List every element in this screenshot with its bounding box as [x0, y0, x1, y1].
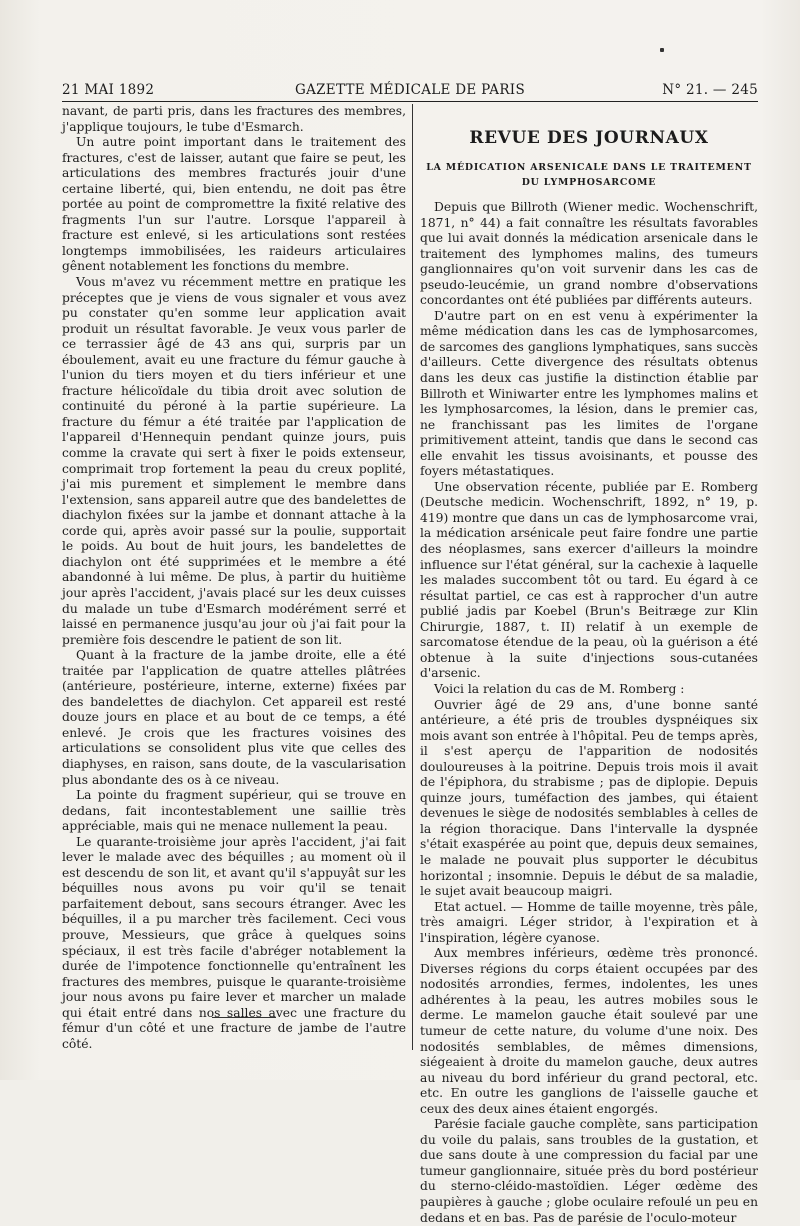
right-paragraph: Etat actuel. — Homme de taille moyenne, très pâle, très amaigri. Léger stridor, à l'expiration et à l'inspiration, légère cyanose.	[420, 899, 758, 945]
right-paragraph: Aux membres inférieurs, œdème très prononcé. Diverses régions du corps étaient occupées par des nodosités arrondies, fermes, indolentes, les unes adhérentes à la peau, les autres mobiles sous le derme. Le mamelon gauche était soulevé par une tumeur de cette nature, du volume d'une noix. Des nodosités semblables, de mêmes dimensions, siégeaient à droite du mamelon gauche, deux autres au niveau du bord inférieur du grand pectoral, etc. etc. En outre les ganglions de l'aisselle gauche et ceux des deux aines étaient engorgés.	[420, 946, 758, 1116]
right-column	[420, 200, 758, 1226]
right-paragraph: Depuis que Billroth (Wiener medic. Wochenschrift, 1871, n° 44) a fait connaître les résultats favorables que lui avait donnés la médication arsenicale dans le traitement des lymphomes malins, des tumeurs ganglionnaires qu'on voit survenir dans les cas de pseudo-leucémie, un grand nombre d'observations concordantes ont été publiées par différents auteurs.	[420, 200, 758, 308]
section-title: REVUE DES JOURNAUX	[469, 128, 709, 148]
left-paragraph: Vous m'avez vu récemment mettre en pratique les préceptes que je viens de vous signaler et vous avez pu constater qu'en somme leur application avait produit un résultat favorable. Je veux vous parler de ce terrassier âgé de 43 ans qui, surpris par un éboulement, avait eu une fracture du fémur gauche à l'union du tiers moyen et du tiers inférieur et une fracture hélicoïdale du tibia droit avec solution de continuité du péroné à la partie supérieure. La fracture du fémur a été traitée par l'application de l'appareil d'Hennequin pendant quinze jours, puis comme la cravate qui sert à fixer le poids extenseur, comprimait trop fortement la peau du creux poplité, j'ai mis purement et simplement le membre dans l'extension, sans appareil autre que des bandelettes de diachylon fixées sur la jambe et donnant attache à la corde qui, après avoir passé sur la poulie, supportait le poids. Au bout de huit jours, les bandelettes de diachylon ont été supprimées et le membre a été abandonné à lui même. De plus, à partir du huitième jour après l'accident, j'avais placé sur les deux cuisses du malade un tube d'Esmarch modérément serré et laissé en permanence jusqu'au jour où j'ai fait pour la première fois descendre le patient de son lit.	[62, 275, 406, 647]
left-paragraph: Quant à la fracture de la jambe droite, elle a été traitée par l'application de quatre attelles plâtrées (antérieure, postérieure, interne, externe) fixées par des bandelettes de diachylon. Cet appareil est resté douze jours en place et au bout de ce temps, a été enlevé. Je crois que les fractures voisines des articulations se consolident plus vite que celles des diaphyses, en raison, sans doute, de la vascularisation plus abondante des os à ce niveau.	[62, 648, 406, 787]
left-paragraph: La pointe du fragment supérieur, qui se trouve en dedans, fait incontestablement une saillie très appréciable, mais qui ne menace nullement la peau.	[62, 788, 406, 834]
right-paragraph: Une observation récente, publiée par E. Romberg (Deutsche medicin. Wochenschrift, 1892, n° 19, p. 419) montre que dans un cas de lymphosarcome vrai, la médication arsénicale peut faire fondre une partie des néoplasmes, sans exercer d'ailleurs la moindre influence sur l'état général, sur la cachexie à laquelle les malades succombent tôt ou tard. Eu égard à ce résultat partiel, ce cas est à rapprocher d'un autre publié jadis par Koebel (Brun's Beitræge zur Klin Chirurgie, 1887, t. II) relatif à un exemple de sarcomatose étendue de la peau, où la guérison a été obtenue à la suite d'injections sous-cutanées d'arsenic.	[420, 479, 758, 681]
left-paragraph: navant, de parti pris, dans les fractures des membres, j'applique toujours, le tube d'Esmarch.	[62, 104, 406, 134]
header-date: 21 MAI 1892	[62, 82, 155, 98]
end-of-article-rule	[212, 1017, 276, 1018]
header-issue-page: N° 21. — 245	[662, 82, 758, 98]
ink-spot	[660, 48, 664, 52]
right-paragraph: Ouvrier âgé de 29 ans, d'une bonne santé antérieure, a été pris de troubles dyspnéiques six mois avant son entrée à l'hôpital. Peu de temps après, il s'est aperçu de l'apparition de nodosités douloureuses à la poitrine. Depuis trois mois il avait de l'épiphora, du strabisme ; pas de diplopie. Depuis quinze jours, tuméfaction des jambes, qui étaient devenues le siège de nodosités semblables à celles de la région thoracique. Dans l'intervalle la dyspnée s'était exaspérée au point que, depuis deux semaines, le malade ne pouvait plus supporter le décubitus horizontal ; insomnie. Depuis le début de sa maladie, le sujet avait beaucoup maigri.	[420, 697, 758, 899]
right-paragraph: Parésie faciale gauche complète, sans participation du voile du palais, sans troubles de la gustation, et due sans doute à une compression du facial par une tumeur ganglionnaire, située près du bord postérieur du sterno-cléido-mastoïdien. Léger œdème des paupières à gauche ; globe oculaire refoulé un peu en dedans et en bas. Pas de parésie de l'oculo-moteur	[420, 1117, 758, 1225]
article-title	[420, 160, 758, 190]
article-title-line: LA MÉDICATION ARSENICALE DANS LE TRAITEMENT	[426, 162, 752, 173]
article-title-line: DU LYMPHOSARCOME	[521, 177, 657, 188]
right-paragraph: D'autre part on en est venu à expérimenter la même médication dans les cas de lymphosarcomes, de sarcomes des ganglions lymphatiques, sans succès d'ailleurs. Cette divergence des résultats obtenus dans les deux cas justifie la distinction établie par Billroth et Winiwarter entre les lymphomes malins et les lymphosarcomes, la lésion, dans le premier cas, ne franchissant pas les limites de l'organe primitivement atteint, tandis que dans le second cas elle envahit les tissus avoisinants, et pousse des foyers métastatiques.	[420, 308, 758, 479]
left-paragraph: Un autre point important dans le traitement des fractures, c'est de laisser, autant que faire se peut, les articulations des membres fracturés jouir d'une certaine liberté, qui, bien entendu, ne doit pas être portée au point de compromettre la fixité relative des fragments l'un sur l'autre. Lorsque l'appareil à fracture est enlevé, si les articulations sont restées longtemps immobilisées, les raideurs articulaires gênent notablement les fonctions du membre.	[62, 135, 406, 274]
header-rule	[62, 101, 758, 102]
left-column	[62, 104, 406, 1052]
column-divider	[412, 104, 413, 1050]
page-header	[62, 82, 758, 100]
left-paragraph: Le quarante-troisième jour après l'accident, j'ai fait lever le malade avec des béquilles ; au moment où il est descendu de son lit, et avant qu'il s'appuyât sur les béquilles nous avons pu voir qu'il se tenait parfaitement debout, sans secours étranger. Avec les béquilles, il a pu marcher très facilement. Ceci vous prouve, Messieurs, que grâce à quelques soins spéciaux, il est très facile d'abréger notablement la durée de l'impotence fonctionnelle qu'entraînent les fractures des membres, puisque le quarante-troisième jour nous avons pu faire lever et marcher un malade qui était entré dans nos salles avec une fracture du fémur d'un côté et une fracture de jambe de l'autre côté.	[62, 834, 406, 1051]
header-journal-title: GAZETTE MÉDICALE DE PARIS	[294, 82, 525, 98]
right-paragraph: Voici la relation du cas de M. Romberg :	[434, 681, 685, 696]
